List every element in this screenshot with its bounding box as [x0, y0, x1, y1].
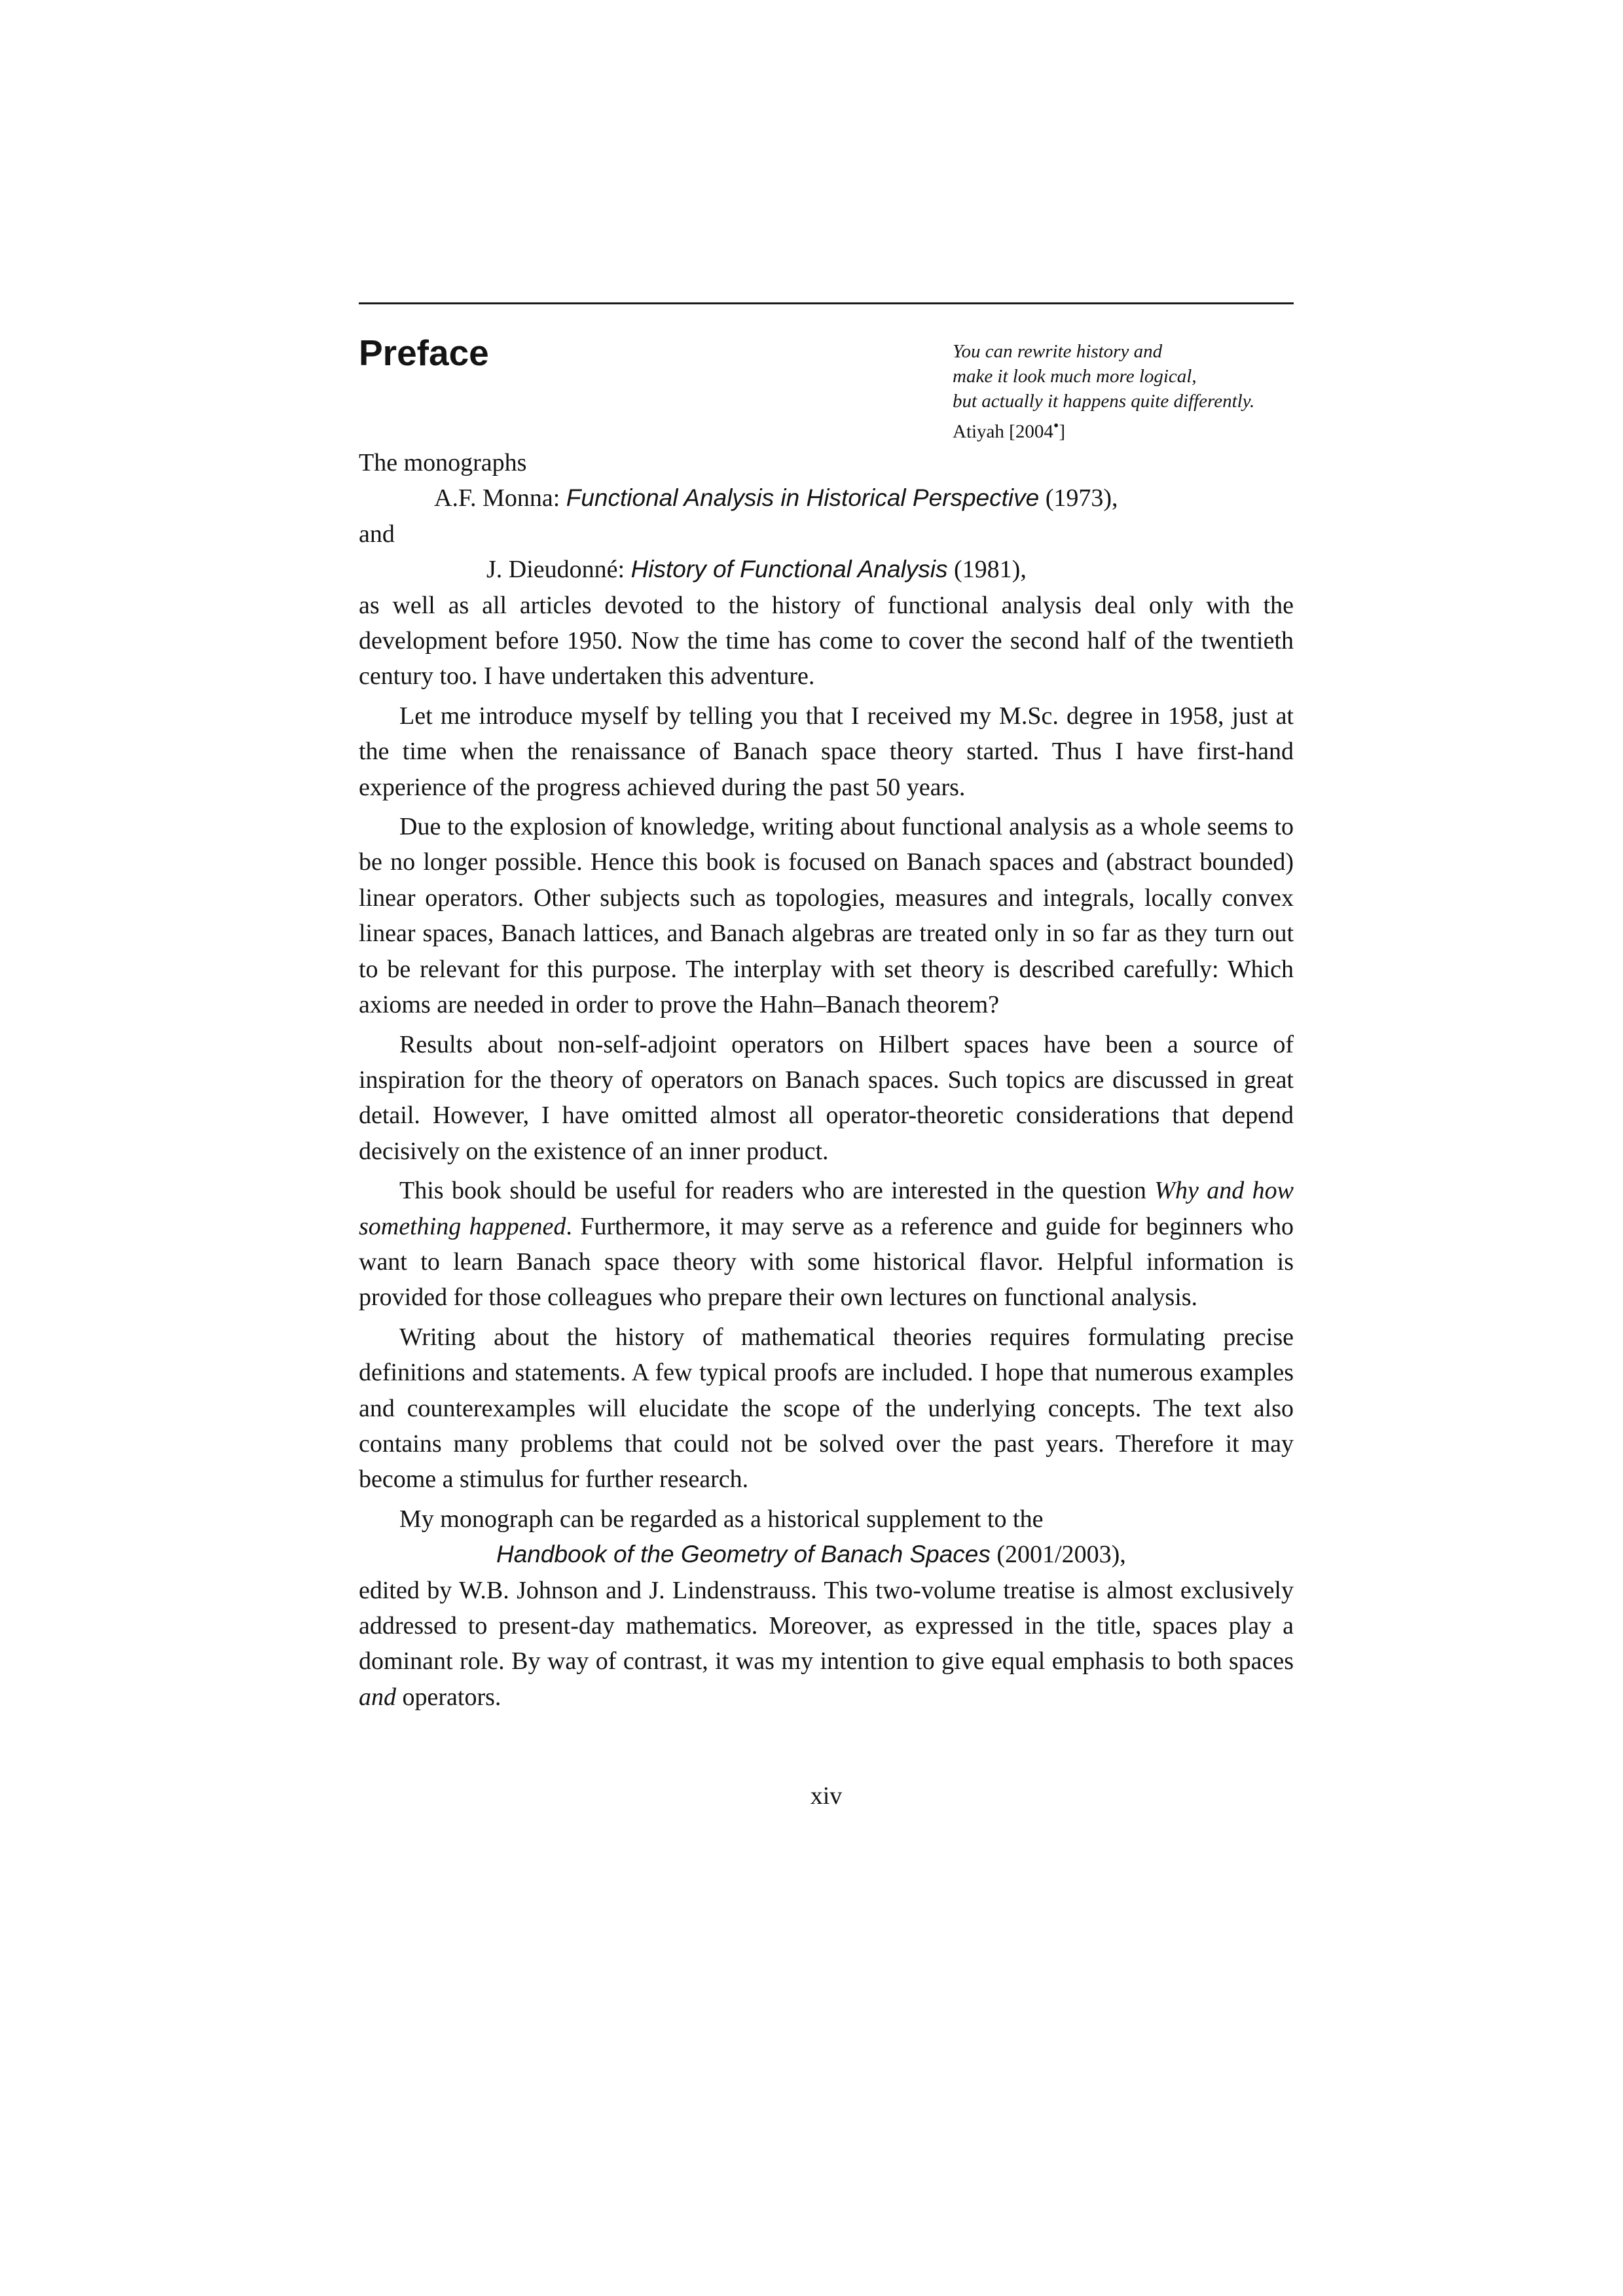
chapter-title: Preface [359, 332, 489, 373]
text-run: operators. [396, 1683, 501, 1711]
reference-author: J. Dieudonné: [486, 556, 631, 584]
epigraph-attribution [953, 414, 1300, 444]
paragraph [359, 1573, 1294, 1715]
and-connector: and [359, 520, 395, 548]
reference-handbook [359, 1537, 1294, 1572]
reference-year: (1973), [1039, 484, 1118, 512]
attribution-name: Atiyah [2004 [953, 421, 1053, 442]
paragraph-continuation: as well as all articles devoted to the history of functional analysis deal only with the development before 1950. Now the time has come to cover the second half of the twentieth century too. I have undertaken this adventure. [359, 591, 1294, 691]
reference-title: Handbook of the Geometry of Banach Spaces [496, 1541, 991, 1568]
emphasis: Why and how something happened [359, 1177, 1294, 1240]
page [359, 0, 1294, 2296]
paragraph: Results about non-self-adjoint operators on Hilbert spaces have been a source of inspiration for the theory of operators on Banach spaces. Such topics are discussed in great detail. However, I have omitted almost all operator-theoretic considerations that depend decisively on the existence of an inner product. [359, 1030, 1294, 1165]
body-text [359, 445, 1294, 1715]
reference-year: (1981), [947, 556, 1027, 584]
paragraph: My monograph can be regarded as a historical supplement to the [399, 1505, 1044, 1533]
monographs-intro: The monographs [359, 449, 527, 476]
chapter-rule [359, 302, 1294, 304]
paragraph: Writing about the history of mathematical theories requires formulating precise definitions and statements. A few typical proofs are included. I hope that numerous examples and counterexamples will elucidate the scope of the underlying concepts. The text also contains many problems that could not be solved over the past years. Therefore it may become a stimulus for further research. [359, 1323, 1294, 1494]
paragraph: Due to the explosion of knowledge, writing about functional analysis as a whole seems to be no longer possible. Hence this book is focused on Banach spaces and (abstract bounded) linear operators. Other subjects such as topologies, measures and integrals, locally convex linear spaces, Banach lattices, and Banach algebras are treated only in so far as they turn out to be relevant for this purpose. The interplay with set theory is described carefully: Which axioms are needed in order to prove the Hahn–Banach theorem? [359, 813, 1294, 1019]
attribution-close: ] [1059, 421, 1065, 442]
emphasis: and [359, 1683, 396, 1711]
reference-title: History of Functional Analysis [630, 556, 948, 583]
page-number: xiv [810, 1782, 843, 1810]
attribution-mark: • [1053, 417, 1059, 435]
reference-monna [359, 480, 1294, 516]
text-run: This book should be useful for readers who are interested in the question [399, 1177, 1155, 1205]
reference-year: (2001/2003), [990, 1541, 1126, 1569]
reference-title: Functional Analysis in Historical Perspective [566, 484, 1040, 512]
paragraph: Let me introduce myself by telling you that I received my M.Sc. degree in 1958, just at the time when the renaissance of Banach space theory started. Thus I have first-hand experience of the progress achieved during the past 50 years. [359, 702, 1294, 801]
reference-author: A.F. Monna: [434, 484, 566, 512]
text-run: . Furthermore, it may serve as a reference and guide for beginners who want to learn Banach space theory with some historical flavor. Helpful information is provided for those colleagues who prepare their own lectures on functional analysis. [359, 1212, 1294, 1312]
text-run: edited by W.B. Johnson and J. Lindenstrauss. This two-volume treatise is almost exclusively addressed to present-day mathematics. Moreover, as expressed in the title, spaces play a dominant role. By way of contrast, it was my intention to give equal emphasis to both spaces [359, 1576, 1294, 1676]
epigraph-quote: You can rewrite history and make it look much more logical, but actually it happens quite differently. [953, 341, 1255, 412]
paragraph [359, 1173, 1294, 1316]
reference-dieudonne [359, 552, 1294, 587]
epigraph [953, 339, 1300, 444]
